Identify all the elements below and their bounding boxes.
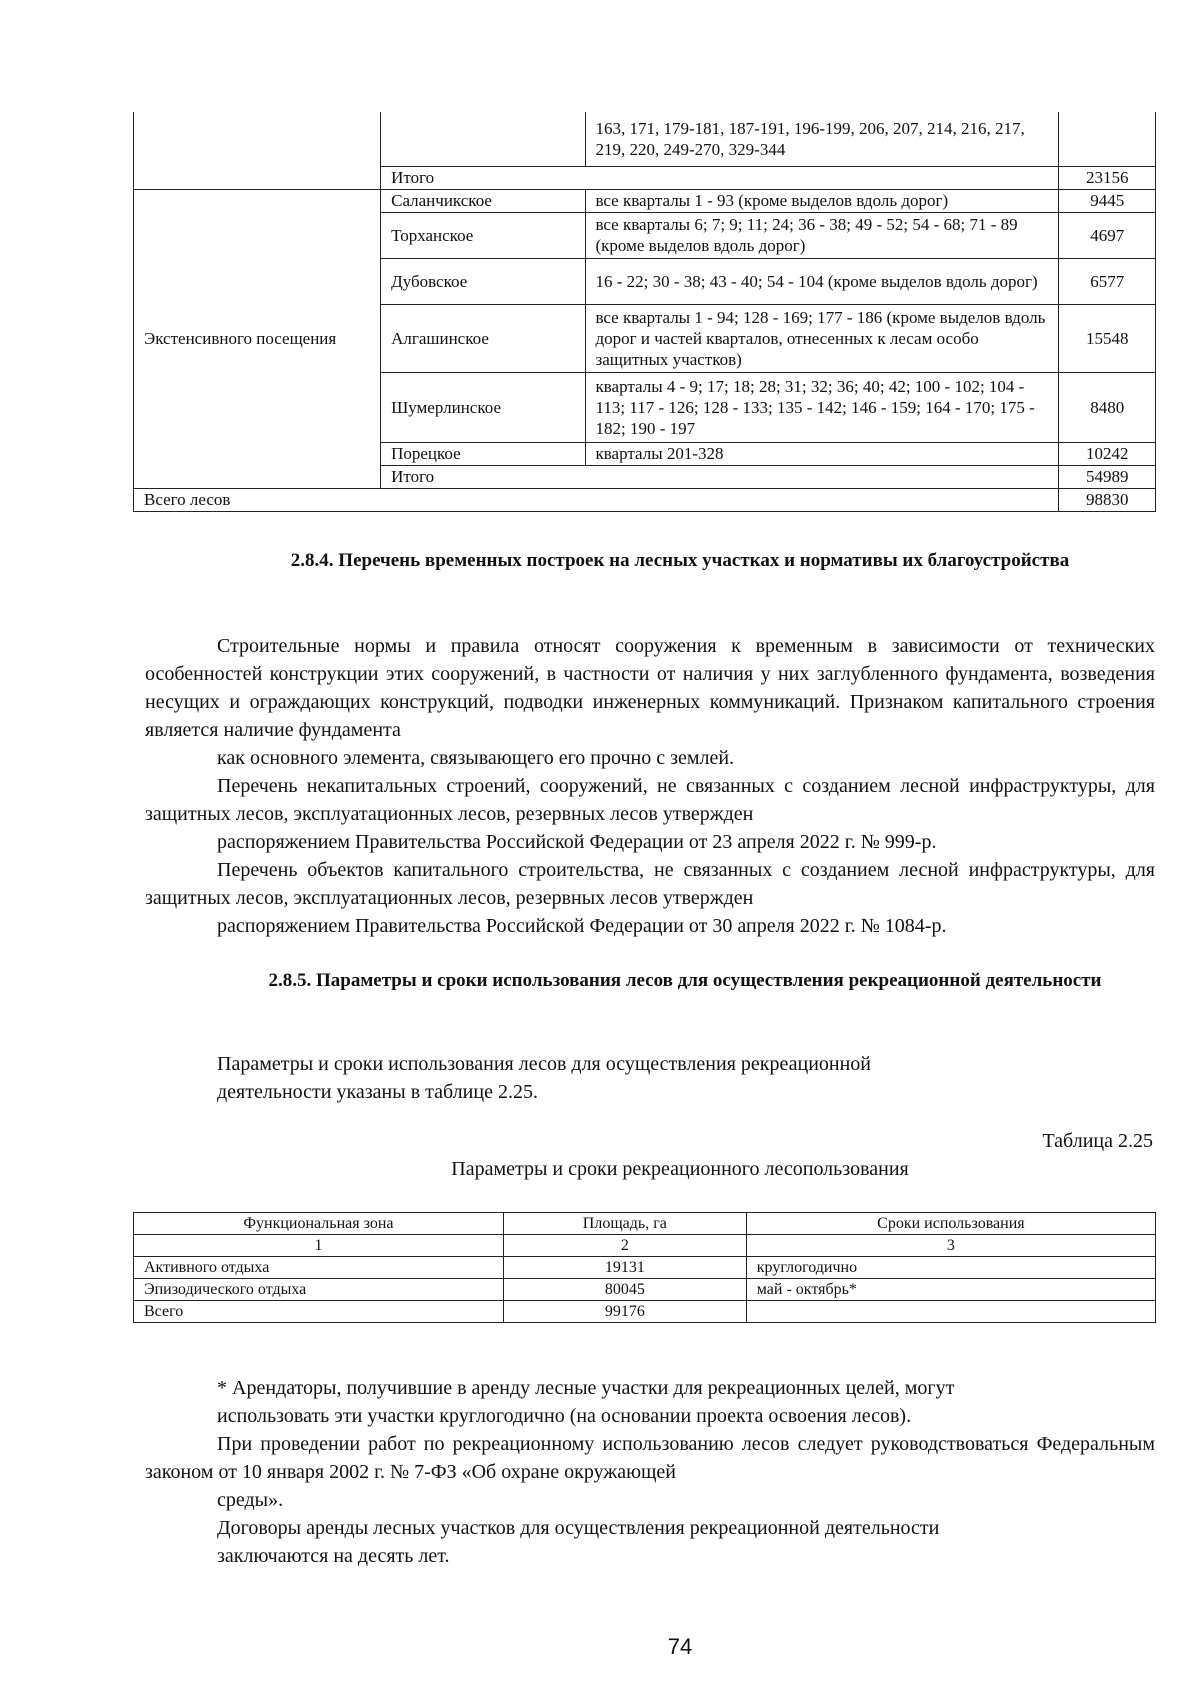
paragraph-text: Перечень объектов капитального строительства, не связанных с созданием лесной инфраструктуры, для защитных лесов, эксплуатационных лесов, резервных лесов утвержден (145, 859, 1155, 909)
section-heading-2-8-5: 2.8.5. Параметры и сроки использования лесов для осуществления рекреационной деятельности (268, 970, 1102, 991)
paragraph-last-line: распоряжением Правительства Российской Федерации от 30 апреля 2022 г. № 1084-р. (217, 915, 947, 937)
term-cell: круглогодично (746, 1257, 1155, 1279)
paragraph-text: Параметры и сроки использования лесов для осуществления рекреационной (217, 1053, 872, 1075)
paragraph-last-line: распоряжением Правительства Российской Федерации от 23 апреля 2022 г. № 999-р. (217, 831, 937, 853)
column-header: Площадь, га (503, 1213, 746, 1235)
total-label: Всего лесов (134, 488, 1059, 511)
forestry-cell: Дубовское (381, 258, 585, 304)
area-cell: 8480 (1059, 372, 1156, 442)
column-header: Функциональная зона (134, 1213, 504, 1235)
table-cell-empty (381, 112, 585, 166)
paragraph-text: Строительные нормы и правила относят сооружения к временным в зависимости от технических особенностей конструкции этих сооружений, в частности от наличия у них заглубленного фундамента, возведения несущих и ограждающих конструкций, подводки инженерных коммуникаций. Признаком капитального строения является наличие фундамента (145, 635, 1155, 741)
quarters-cell: все кварталы 6; 7; 9; 11; 24; 36 - 38; 49 - 52; 54 - 68; 71 - 89 (кроме выделов вдоль дорог) (585, 212, 1059, 258)
quarters-cell: все кварталы 1 - 94; 128 - 169; 177 - 186 (кроме выделов вдоль дорог и частей кварталов, отнесенных к лесам особо защитных участков) (585, 304, 1059, 372)
paragraph (145, 1430, 1155, 1514)
zone-cell: Эпизодического отдыха (134, 1279, 504, 1301)
total-value: 98830 (1059, 488, 1156, 511)
area-cell: 15548 (1059, 304, 1156, 372)
term-cell: май - октябрь* (746, 1279, 1155, 1301)
subtotal-value: 54989 (1059, 465, 1156, 488)
table-cell-empty (134, 112, 381, 189)
table-row (134, 1279, 1156, 1301)
column-header: Сроки использования (746, 1213, 1155, 1235)
forestry-cell: Саланчикское (381, 189, 585, 212)
table-row (134, 1257, 1156, 1279)
quarters-cell: кварталы 4 - 9; 17; 18; 28; 31; 32; 36; 40; 42; 100 - 102; 104 - 113; 117 - 126; 128 - 133; 135 - 142; 146 - 159; 164 - 170; 175 - 182; 190 - 197 (585, 372, 1059, 442)
subtotal-label: Итого (381, 166, 1059, 189)
group-label: Экстенсивного посещения (134, 189, 381, 488)
table-row (134, 1301, 1156, 1323)
quarters-cell: все кварталы 1 - 93 (кроме выделов вдоль дорог) (585, 189, 1059, 212)
forestry-cell: Порецкое (381, 442, 585, 465)
paragraph-last-line: среды». (217, 1489, 284, 1511)
footnote-paragraph (145, 1374, 1155, 1430)
forestry-cell: Торханское (381, 212, 585, 258)
paragraph-last-line: деятельности указаны в таблице 2.25. (217, 1081, 538, 1103)
quarters-cell: 16 - 22; 30 - 38; 43 - 40; 54 - 104 (кроме выделов вдоль дорог) (585, 258, 1059, 304)
zone-cell: Всего (134, 1301, 504, 1323)
paragraph-last-line: как основного элемента, связывающего его прочно с землей. (217, 747, 735, 769)
area-cell: 19131 (503, 1257, 746, 1279)
page-number: 74 (667, 1634, 693, 1659)
term-cell (746, 1301, 1155, 1323)
paragraph-last-line: использовать эти участки круглогодично (на основании проекта освоения лесов). (217, 1405, 912, 1427)
paragraph (145, 772, 1155, 856)
table-title: Параметры и сроки рекреационного лесопользования (451, 1158, 909, 1180)
column-number: 1 (134, 1235, 504, 1257)
recreation-forest-table-continuation (133, 112, 1156, 512)
paragraph (145, 1050, 1155, 1106)
forestry-cell: Шумерлинское (381, 372, 585, 442)
area-cell: 9445 (1059, 189, 1156, 212)
paragraph-text: При проведении работ по рекреационному использованию лесов следует руководствоваться Федеральным законом от 10 января 2002 г. № 7-ФЗ «Об охране окружающей (145, 1433, 1155, 1483)
column-number: 2 (503, 1235, 746, 1257)
zone-cell: Активного отдыха (134, 1257, 504, 1279)
paragraph-text: Договоры аренды лесных участков для осуществления рекреационной деятельности (217, 1517, 940, 1539)
area-cell: 6577 (1059, 258, 1156, 304)
table-label: Таблица 2.25 (1042, 1130, 1153, 1152)
paragraph (145, 632, 1155, 772)
paragraph (145, 856, 1155, 940)
area-cell: 4697 (1059, 212, 1156, 258)
quarters-cell: кварталы 201-328 (585, 442, 1059, 465)
quarters-cell: 163, 171, 179-181, 187-191, 196-199, 206, 207, 214, 216, 217, 219, 220, 249-270, 329-344 (585, 112, 1059, 166)
paragraph-last-line: заключаются на десять лет. (217, 1545, 450, 1567)
section-heading-2-8-4: 2.8.4. Перечень временных построек на лесных участках и нормативы их благоустройства (290, 550, 1070, 571)
area-cell (1059, 112, 1156, 166)
paragraph (145, 1514, 1155, 1570)
area-cell: 99176 (503, 1301, 746, 1323)
forestry-cell: Алгашинское (381, 304, 585, 372)
paragraph-text: Перечень некапитальных строений, сооружений, не связанных с созданием лесной инфраструктуры, для защитных лесов, эксплуатационных лесов, резервных лесов утвержден (145, 775, 1155, 825)
column-number: 3 (746, 1235, 1155, 1257)
recreation-parameters-table (133, 1212, 1156, 1323)
area-cell: 10242 (1059, 442, 1156, 465)
area-cell: 80045 (503, 1279, 746, 1301)
subtotal-label: Итого (381, 465, 1059, 488)
subtotal-value: 23156 (1059, 166, 1156, 189)
paragraph-text: * Арендаторы, получившие в аренду лесные участки для рекреационных целей, могут (217, 1377, 955, 1399)
